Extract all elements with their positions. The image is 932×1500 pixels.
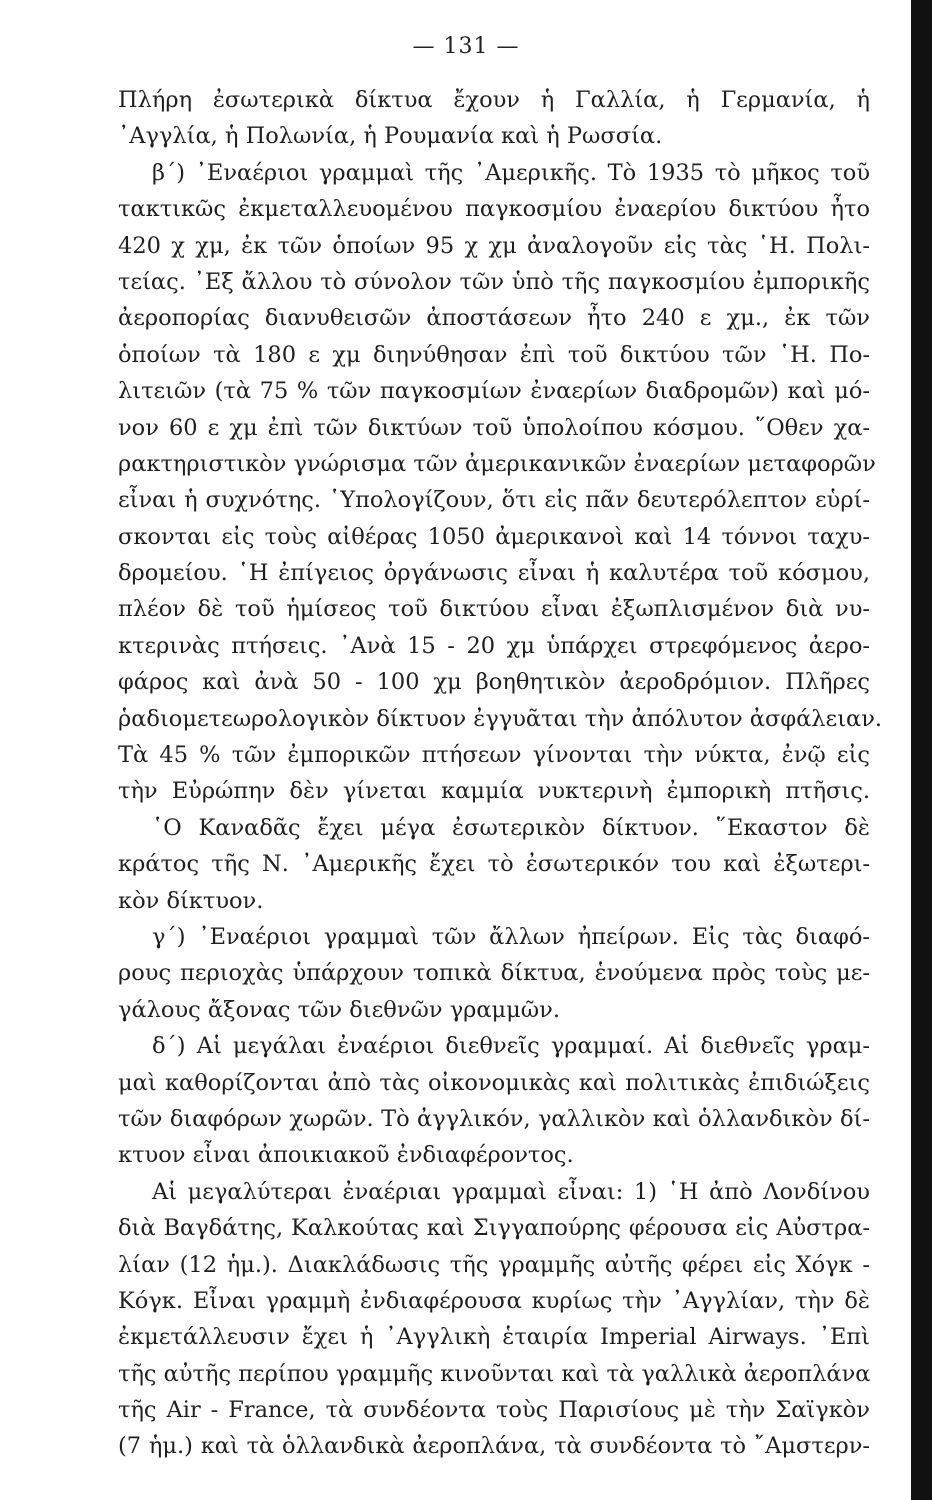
text-line: κὸν δίκτυον.: [118, 887, 264, 914]
text-line: ῥαδιομετεωρολογικὸν δίκτυον ἐγγυᾶται τὴν ἀπόλυτον ἀσφάλειαν.: [118, 705, 883, 732]
text-line: ὁποίων τὰ 180 ε χμ διηνύθησαν ἐπὶ τοῦ δικτύου τῶν ῾Η. Πο-: [118, 341, 870, 368]
text-line: τὴν Εὐρώπην δὲν γίνεται καμμία νυκτερινὴ ἐμπορικὴ πτῆσις.: [118, 778, 870, 805]
text-line: Αἱ μεγαλύτεραι ἐναέριαι γραμμαὶ εἶναι: 1) ῾Η ἀπὸ Λονδίνου: [152, 1178, 870, 1205]
text-line: γ΄) ᾿Εναέριοι γραμμαὶ τῶν ἄλλων ἠπείρων. Εἰς τὰς διαφό-: [152, 923, 870, 950]
text-line: λιτειῶν (τὰ 75 % τῶν παγκοσμίων ἐναερίων διαδρομῶν) καὶ μό-: [118, 378, 870, 405]
text-line: δρομείου. ῾Η ἐπίγειος ὀργάνωσις εἶναι ἡ καλυτέρα τοῦ κόσμου,: [118, 560, 870, 587]
text-line: ἐκμετάλλευσιν ἔχει ἡ ᾿Αγγλικὴ ἑταιρία Imperial Airways. ᾿Επὶ: [118, 1324, 870, 1351]
text-line: ῾Ο Καναδᾶς ἔχει μέγα ἐσωτερικὸν δίκτυον. ῞Εκαστον δὲ: [152, 814, 870, 841]
text-line: σκονται εἰς τοὺς αἰθέρας 1050 ἀμερικανοὶ καὶ 14 τόννοι ταχυ-: [118, 523, 870, 550]
text-line: ἀεροπορίας διανυθεισῶν ἀποστάσεων ἦτο 240 ε χμ., ἐκ τῶν: [118, 305, 870, 332]
text-line: πλέον δὲ τοῦ ἡμίσεος τοῦ δικτύου εἶναι ἐξωπλισμένον διὰ νυ-: [118, 596, 870, 623]
text-line: μαὶ καθορίζονται ἀπὸ τὰς οἰκονομικὰς καὶ πολιτικὰς ἐπιδιώξεις: [118, 1069, 870, 1096]
body-text: [118, 82, 883, 1465]
text-line: τακτικῶς ἐκμεταλλευομένου παγκοσμίου ἐναερίου δικτύου ἦτο: [118, 196, 870, 223]
text-line: Πλήρη ἐσωτερικὰ δίκτυα ἔχουν ἡ Γαλλία, ἡ Γερμανία, ἡ: [118, 87, 870, 113]
text-line: τῆς αὐτῆς περίπου γραμμῆς κινοῦνται καὶ τὰ γαλλικὰ ἀεροπλάνα: [118, 1360, 871, 1387]
text-line: ᾿Αγγλία, ἡ Πολωνία, ἡ Ρουμανία καὶ ἡ Ρωσσία.: [118, 123, 663, 150]
text-line: ρους περιοχὰς ὑπάρχουν τοπικὰ δίκτυα, ἑνούμενα πρὸς τοὺς με-: [118, 960, 870, 987]
text-line: γάλους ἄξονας τῶν διεθνῶν γραμμῶν.: [118, 996, 560, 1023]
text-line: (7 ἡμ.) καὶ τὰ ὁλλανδικὰ ἀεροπλάνα, τὰ συνδέοντα τὸ ῎Αμστερν-: [118, 1433, 870, 1460]
text-line: λίαν (12 ἡμ.). Διακλάδωσις τῆς γραμμῆς αὐτῆς φέρει εἰς Χόγκ -: [118, 1251, 870, 1278]
text-line: Τὰ 45 % τῶν ἐμπορικῶν πτήσεων γίνονται τὴν νύκτα, ἐνῷ εἰς: [118, 742, 870, 769]
text-line: φάρος καὶ ἀνὰ 50 - 100 χμ βοηθητικὸν ἀεροδρόμιον. Πλῆρες: [118, 669, 870, 696]
text-line: διὰ Βαγδάτης, Καλκούτας καὶ Σιγγαπούρης φέρουσα εἰς Αὐστρα-: [118, 1215, 870, 1242]
text-line: δ΄) Αἱ μεγάλαι ἐναέριοι διεθνεῖς γραμμαί. Αἱ διεθνεῖς γραμ-: [152, 1033, 870, 1060]
text-line: τείας. ᾿Εξ ἄλλου τὸ σύνολον τῶν ὑπὸ τῆς παγκοσμίου ἐμπορικῆς: [118, 268, 870, 295]
text-line: κτυον εἶναι ἀποικιακοῦ ἐνδιαφέροντος.: [118, 1142, 574, 1169]
text-line: ρακτηριστικὸν γνώρισμα τῶν ἀμερικανικῶν ἐναερίων μεταφορῶν: [118, 450, 876, 477]
text-line: Κόγκ. Εἶναι γραμμὴ ἐνδιαφέρουσα κυρίως τὴν ᾿Αγγλίαν, τὴν δὲ: [118, 1287, 870, 1314]
text-line: κράτος τῆς Ν. ᾿Αμερικῆς ἔχει τὸ ἐσωτερικόν του καὶ ἐξωτερι-: [118, 851, 870, 878]
page-number: — 131 —: [412, 34, 520, 59]
text-line: β΄) ᾿Εναέριοι γραμμαὶ τῆς ᾿Αμερικῆς. Τὸ 1935 τὸ μῆκος τοῦ: [152, 159, 870, 186]
text-line: εἶναι ἡ συχνότης. ῾Υπολογίζουν, ὅτι εἰς πᾶν δευτερόλεπτον εὑρί-: [118, 487, 870, 514]
page-edge-shadow: [911, 0, 932, 1500]
text-line: κτερινὰς πτήσεις. ᾿Ανὰ 15 - 20 χμ ὑπάρχει στρεφόμενος ἀερο-: [118, 632, 870, 659]
text-line: τῆς Air - France, τὰ συνδέοντα τοὺς Παρισίους μὲ τὴν Σαϊγκὸν: [118, 1397, 870, 1424]
text-line: τῶν διαφόρων χωρῶν. Τὸ ἀγγλικόν, γαλλικὸν καὶ ὁλλανδικὸν δί-: [118, 1105, 870, 1132]
text-line: 420 χ χμ, ἐκ τῶν ὁποίων 95 χ χμ ἀναλογοῦν εἰς τὰς ῾Η. Πολι-: [118, 232, 870, 259]
text-line: νον 60 ε χμ ἐπὶ τῶν δικτύων τοῦ ὑπολοίπου κόσμου. ῞Οθεν χα-: [118, 414, 870, 441]
